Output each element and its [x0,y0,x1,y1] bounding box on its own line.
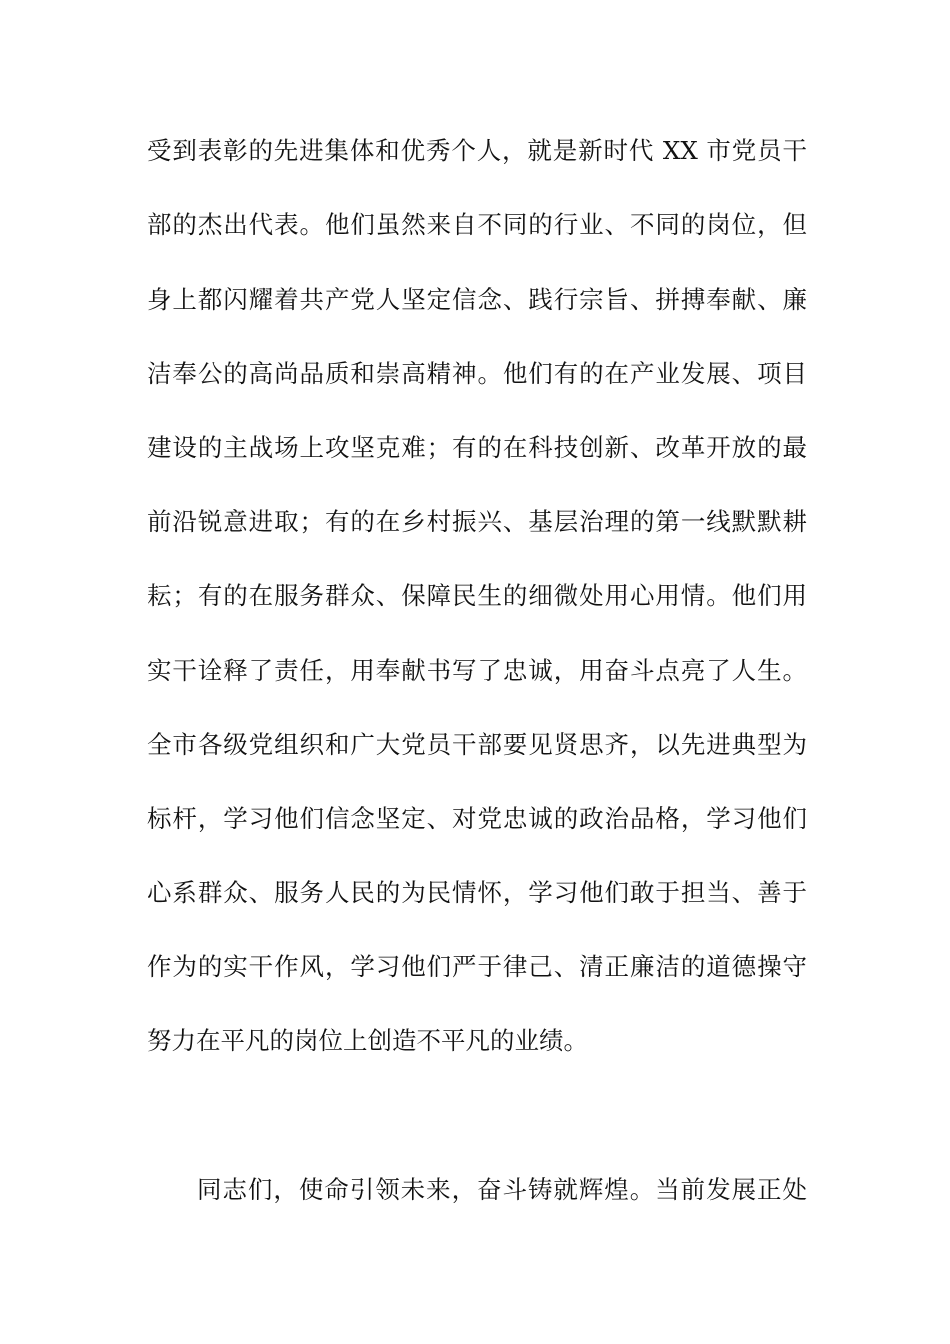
paragraph-line: 前沿锐意进取；有的在乡村振兴、基层治理的第一线默默耕 [147,507,807,536]
paragraph-line: 部的杰出代表。他们虽然来自不同的行业、不同的岗位，但 [147,210,807,239]
paragraph-blank-line [147,1096,807,1136]
paragraph-line: 标杆，学习他们信念坚定、对党忠诚的政治品格，学习他们 [147,804,807,833]
paragraph-line: 洁奉公的高尚品质和崇高精神。他们有的在产业发展、项目 [147,359,807,388]
paragraph-line: 耘；有的在服务群众、保障民生的细微处用心用情。他们用 [147,581,807,610]
paragraph-line: 心系群众、服务人民的为民情怀，学习他们敢于担当、善于 [147,878,807,907]
paragraph-line: 作为的实干作风，学习他们严于律己、清正廉洁的道德操守 [147,952,807,981]
paragraph-first-line-indented: 同志们，使命引领未来，奋斗铸就辉煌。当前发展正处 [197,1175,807,1204]
paragraph-line: 建设的主战场上攻坚克难；有的在科技创新、改革开放的最 [147,433,807,462]
paragraph-line: 受到表彰的先进集体和优秀个人，就是新时代 XX 市党员干 [147,136,807,165]
paragraph-last-line: 努力在平凡的岗位上创造不平凡的业绩。 [147,1026,588,1055]
paragraph-line: 全市各级党组织和广大党员干部要见贤思齐，以先进典型为 [147,730,807,759]
paragraph-line: 实干诠释了责任，用奉献书写了忠诚，用奋斗点亮了人生。 [147,656,807,685]
paragraph-line: 身上都闪耀着共产党人坚定信念、践行宗旨、拼搏奉献、廉 [147,285,807,314]
